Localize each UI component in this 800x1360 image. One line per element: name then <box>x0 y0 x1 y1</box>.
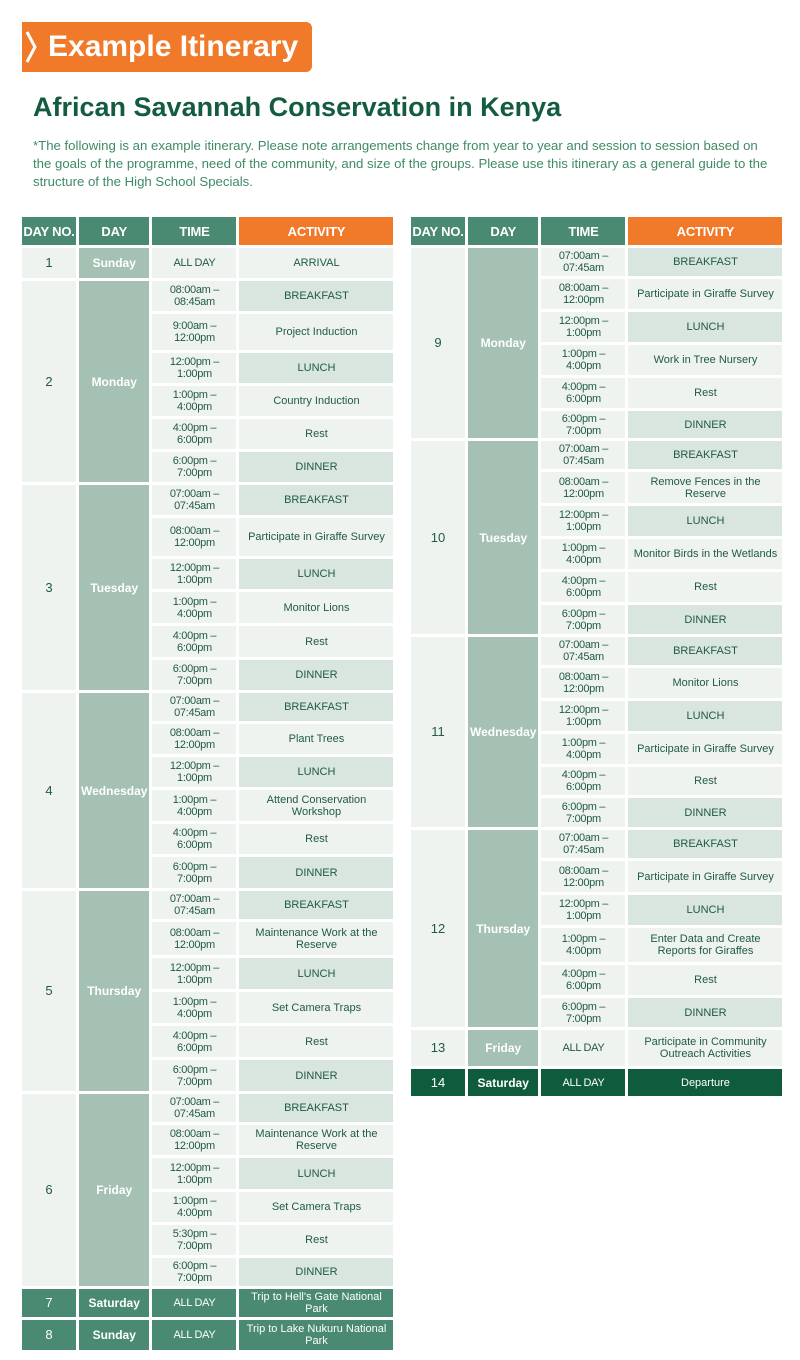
table-row <box>411 605 782 634</box>
activity: BREAKFAST <box>239 1094 393 1122</box>
table-row <box>22 281 393 311</box>
time-slot: ALL DAY <box>152 1320 236 1350</box>
day-name: Wednesday <box>468 637 538 827</box>
time-slot: 4:00pm – 6:00pm <box>152 626 236 657</box>
table-row <box>411 279 782 309</box>
time-slot: ALL DAY <box>541 1069 625 1096</box>
activity: Monitor Lions <box>628 668 782 698</box>
activity: BREAKFAST <box>628 441 782 469</box>
activity: LUNCH <box>628 895 782 925</box>
activity: BREAKFAST <box>628 248 782 276</box>
day-name: Saturday <box>79 1289 149 1317</box>
day-number: 7 <box>22 1289 76 1317</box>
column-header-day: DAY <box>468 217 538 245</box>
activity: LUNCH <box>239 559 393 589</box>
day-number: 6 <box>22 1094 76 1286</box>
table-row <box>411 767 782 795</box>
time-slot: 12:00pm – 1:00pm <box>152 353 236 383</box>
activity: DINNER <box>239 452 393 482</box>
table-row <box>22 419 393 449</box>
time-slot: 07:00am – 07:45am <box>152 891 236 919</box>
day-name: Thursday <box>79 891 149 1091</box>
time-slot: 12:00pm – 1:00pm <box>152 958 236 989</box>
day-name: Thursday <box>468 830 538 1027</box>
time-slot: 08:00am – 12:00pm <box>152 518 236 556</box>
table-row <box>411 248 782 276</box>
table-row <box>22 1060 393 1091</box>
activity: Participate in Giraffe Survey <box>239 518 393 556</box>
table-row <box>22 518 393 556</box>
table-row <box>411 895 782 925</box>
column-header-day-no: DAY NO. <box>22 217 76 245</box>
table-row <box>22 1258 393 1286</box>
table-row <box>411 928 782 962</box>
time-slot: 12:00pm – 1:00pm <box>152 559 236 589</box>
day-number: 9 <box>411 248 465 438</box>
table-row <box>411 701 782 731</box>
time-slot: 07:00am – 07:45am <box>152 1094 236 1122</box>
time-slot: 07:00am – 07:45am <box>152 485 236 515</box>
table-row <box>411 830 782 858</box>
day-number: 13 <box>411 1030 465 1066</box>
time-slot: 08:00am – 12:00pm <box>152 1125 236 1155</box>
table-row <box>22 693 393 721</box>
table-row <box>411 668 782 698</box>
activity: DINNER <box>239 857 393 888</box>
table-row <box>22 386 393 416</box>
time-slot: 08:00am – 12:00pm <box>541 279 625 309</box>
activity: Trip to Lake Nukuru National Park <box>239 1320 393 1350</box>
day-name: Sunday <box>79 248 149 278</box>
activity: Participate in Giraffe Survey <box>628 734 782 764</box>
activity: Rest <box>239 824 393 854</box>
time-slot: 07:00am – 07:45am <box>152 693 236 721</box>
activity: Rest <box>628 767 782 795</box>
day-number: 3 <box>22 485 76 690</box>
time-slot: 08:00am – 08:45am <box>152 281 236 311</box>
activity: Trip to Hell's Gate National Park <box>239 1289 393 1317</box>
table-row <box>22 1158 393 1189</box>
time-slot: 5:30pm – 7:00pm <box>152 1225 236 1255</box>
table-row <box>22 248 393 278</box>
page-title: African Savannah Conservation in Kenya <box>33 92 562 122</box>
time-slot: 08:00am – 12:00pm <box>541 668 625 698</box>
time-slot: 6:00pm – 7:00pm <box>541 798 625 827</box>
activity: Set Camera Traps <box>239 1192 393 1222</box>
table-row <box>411 472 782 503</box>
table-row <box>411 965 782 995</box>
activity: Participate in Community Outreach Activities <box>628 1030 782 1066</box>
activity: Rest <box>239 1225 393 1255</box>
time-slot: 12:00pm – 1:00pm <box>152 757 236 787</box>
activity: Plant Trees <box>239 724 393 754</box>
activity: LUNCH <box>239 353 393 383</box>
activity: BREAKFAST <box>239 485 393 515</box>
time-slot: 4:00pm – 6:00pm <box>541 378 625 408</box>
activity: LUNCH <box>239 1158 393 1189</box>
time-slot: 07:00am – 07:45am <box>541 441 625 469</box>
time-slot: 12:00pm – 1:00pm <box>541 701 625 731</box>
activity: Rest <box>239 419 393 449</box>
time-slot: 6:00pm – 7:00pm <box>152 857 236 888</box>
activity: Project Induction <box>239 314 393 350</box>
time-slot: 6:00pm – 7:00pm <box>541 605 625 634</box>
day-name: Tuesday <box>468 441 538 634</box>
itinerary-table-right <box>408 214 785 1099</box>
table-row <box>22 485 393 515</box>
time-slot: 4:00pm – 6:00pm <box>152 1026 236 1057</box>
time-slot: 6:00pm – 7:00pm <box>152 452 236 482</box>
time-slot: 6:00pm – 7:00pm <box>541 998 625 1027</box>
time-slot: 4:00pm – 6:00pm <box>152 824 236 854</box>
example-itinerary-banner <box>22 22 312 72</box>
time-slot: ALL DAY <box>152 1289 236 1317</box>
table-row <box>411 345 782 375</box>
table-row <box>22 559 393 589</box>
activity: Participate in Giraffe Survey <box>628 279 782 309</box>
day-number: 5 <box>22 891 76 1091</box>
activity: Rest <box>628 572 782 602</box>
activity: LUNCH <box>239 958 393 989</box>
table-row <box>22 314 393 350</box>
day-name: Monday <box>79 281 149 482</box>
table-row <box>411 378 782 408</box>
table-row <box>22 922 393 955</box>
column-header-activity: ACTIVITY <box>239 217 393 245</box>
table-row <box>411 1030 782 1066</box>
time-slot: 1:00pm – 4:00pm <box>541 345 625 375</box>
activity: DINNER <box>239 660 393 690</box>
time-slot: 6:00pm – 7:00pm <box>152 1258 236 1286</box>
time-slot: 08:00am – 12:00pm <box>541 472 625 503</box>
activity: Maintenance Work at the Reserve <box>239 1125 393 1155</box>
table-row <box>22 452 393 482</box>
table-row <box>22 1192 393 1222</box>
activity: Rest <box>628 965 782 995</box>
activity: Remove Fences in the Reserve <box>628 472 782 503</box>
table-row <box>411 998 782 1027</box>
day-name: Friday <box>468 1030 538 1066</box>
time-slot: 6:00pm – 7:00pm <box>541 411 625 438</box>
time-slot: 9:00am – 12:00pm <box>152 314 236 350</box>
column-header-time: TIME <box>152 217 236 245</box>
activity: Monitor Birds in the Wetlands <box>628 539 782 569</box>
table-row <box>411 411 782 438</box>
time-slot: 6:00pm – 7:00pm <box>152 660 236 690</box>
activity: Set Camera Traps <box>239 992 393 1023</box>
column-header-activity: ACTIVITY <box>628 217 782 245</box>
table-row <box>22 1094 393 1122</box>
day-number: 11 <box>411 637 465 827</box>
table-row <box>411 798 782 827</box>
activity: BREAKFAST <box>628 637 782 665</box>
activity: ARRIVAL <box>239 248 393 278</box>
day-name: Wednesday <box>79 693 149 888</box>
table-row <box>22 757 393 787</box>
table-row <box>22 857 393 888</box>
day-name: Monday <box>468 248 538 438</box>
day-name: Sunday <box>79 1320 149 1350</box>
table-row <box>411 637 782 665</box>
table-row <box>22 660 393 690</box>
day-name: Tuesday <box>79 485 149 690</box>
activity: LUNCH <box>239 757 393 787</box>
time-slot: 1:00pm – 4:00pm <box>541 539 625 569</box>
table-row <box>22 592 393 623</box>
time-slot: 08:00am – 12:00pm <box>152 922 236 955</box>
day-number: 8 <box>22 1320 76 1350</box>
table-row <box>22 1289 393 1317</box>
banner-text: Example Itinerary <box>48 30 299 63</box>
time-slot: 1:00pm – 4:00pm <box>541 928 625 962</box>
time-slot: 12:00pm – 1:00pm <box>541 312 625 342</box>
activity: BREAKFAST <box>628 830 782 858</box>
time-slot: 1:00pm – 4:00pm <box>152 790 236 821</box>
table-row <box>411 734 782 764</box>
activity: DINNER <box>239 1258 393 1286</box>
activity: Rest <box>239 1026 393 1057</box>
day-number: 1 <box>22 248 76 278</box>
time-slot: 08:00am – 12:00pm <box>541 861 625 892</box>
time-slot: 08:00am – 12:00pm <box>152 724 236 754</box>
activity: DINNER <box>239 1060 393 1091</box>
table-row <box>22 958 393 989</box>
day-number: 14 <box>411 1069 465 1096</box>
time-slot: 12:00pm – 1:00pm <box>541 895 625 925</box>
time-slot: 4:00pm – 6:00pm <box>152 419 236 449</box>
activity: Work in Tree Nursery <box>628 345 782 375</box>
activity: DINNER <box>628 998 782 1027</box>
table-row <box>22 353 393 383</box>
table-row <box>411 861 782 892</box>
table-row <box>22 1320 393 1350</box>
table-row <box>411 441 782 469</box>
activity: DINNER <box>628 798 782 827</box>
day-number: 2 <box>22 281 76 482</box>
activity: Maintenance Work at the Reserve <box>239 922 393 955</box>
time-slot: 1:00pm – 4:00pm <box>152 592 236 623</box>
table-row <box>411 1069 782 1096</box>
activity: BREAKFAST <box>239 281 393 311</box>
day-name: Saturday <box>468 1069 538 1096</box>
time-slot: 1:00pm – 4:00pm <box>152 992 236 1023</box>
time-slot: 1:00pm – 4:00pm <box>152 1192 236 1222</box>
activity: Rest <box>628 378 782 408</box>
time-slot: 1:00pm – 4:00pm <box>541 734 625 764</box>
time-slot: 4:00pm – 6:00pm <box>541 965 625 995</box>
activity: Enter Data and Create Reports for Giraffes <box>628 928 782 962</box>
time-slot: 4:00pm – 6:00pm <box>541 767 625 795</box>
time-slot: 07:00am – 07:45am <box>541 637 625 665</box>
table-row <box>411 539 782 569</box>
table-row <box>411 312 782 342</box>
table-row <box>22 992 393 1023</box>
activity: BREAKFAST <box>239 891 393 919</box>
activity: Attend Conservation Workshop <box>239 790 393 821</box>
time-slot: 12:00pm – 1:00pm <box>152 1158 236 1189</box>
activity: Rest <box>239 626 393 657</box>
itinerary-note: *The following is an example itinerary. Please note arrangements change from year to year and session to session based on the goals of the programme, need of the community, and size of the groups. Please use this itinerary as a general guide to the structure of the High School Specials. <box>33 138 768 189</box>
activity: Departure <box>628 1069 782 1096</box>
table-row <box>22 724 393 754</box>
activity: Country Induction <box>239 386 393 416</box>
time-slot: 4:00pm – 6:00pm <box>541 572 625 602</box>
activity: LUNCH <box>628 701 782 731</box>
table-row <box>411 506 782 536</box>
activity: LUNCH <box>628 312 782 342</box>
table-row <box>22 1225 393 1255</box>
day-number: 10 <box>411 441 465 634</box>
time-slot: ALL DAY <box>541 1030 625 1066</box>
time-slot: 6:00pm – 7:00pm <box>152 1060 236 1091</box>
table-row <box>22 790 393 821</box>
time-slot: ALL DAY <box>152 248 236 278</box>
table-row <box>411 572 782 602</box>
time-slot: 07:00am – 07:45am <box>541 248 625 276</box>
table-row <box>22 891 393 919</box>
activity: Monitor Lions <box>239 592 393 623</box>
day-number: 12 <box>411 830 465 1027</box>
column-header-day: DAY <box>79 217 149 245</box>
activity: BREAKFAST <box>239 693 393 721</box>
table-row <box>22 1125 393 1155</box>
activity: DINNER <box>628 605 782 634</box>
time-slot: 1:00pm – 4:00pm <box>152 386 236 416</box>
chevron-right-icon <box>24 30 38 64</box>
table-row <box>22 824 393 854</box>
time-slot: 12:00pm – 1:00pm <box>541 506 625 536</box>
column-header-day-no: DAY NO. <box>411 217 465 245</box>
day-name: Friday <box>79 1094 149 1286</box>
table-row <box>22 1026 393 1057</box>
activity: Participate in Giraffe Survey <box>628 861 782 892</box>
activity: LUNCH <box>628 506 782 536</box>
column-header-time: TIME <box>541 217 625 245</box>
table-row <box>22 626 393 657</box>
day-number: 4 <box>22 693 76 888</box>
itinerary-table-left <box>19 214 396 1353</box>
activity: DINNER <box>628 411 782 438</box>
time-slot: 07:00am – 07:45am <box>541 830 625 858</box>
